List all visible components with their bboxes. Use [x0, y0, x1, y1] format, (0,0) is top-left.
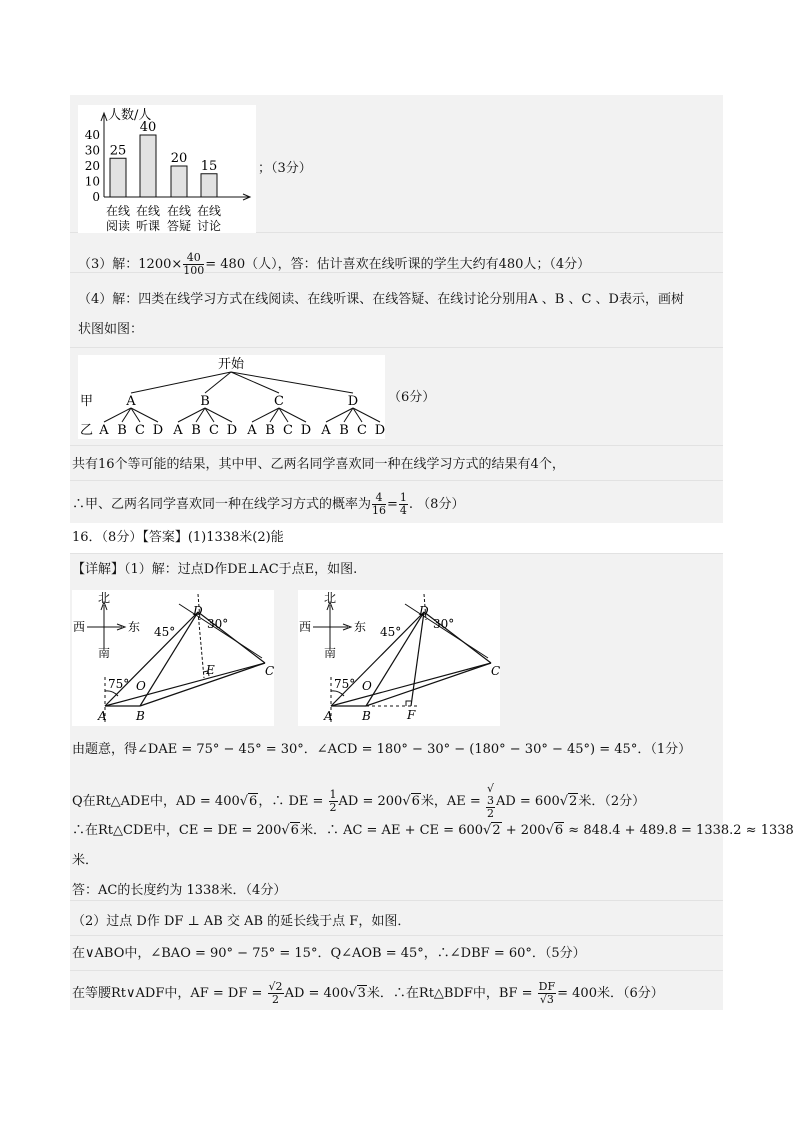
- label-B: B: [136, 709, 145, 723]
- label-O: O: [136, 679, 146, 693]
- tree-nodes: [98, 394, 385, 438]
- bar-value-label: 25: [109, 143, 127, 159]
- label-F: F: [407, 708, 416, 722]
- text: = 400米．（6分）: [557, 986, 664, 1001]
- fraction-4-16: [372, 492, 386, 517]
- category-label-line2: 答疑: [166, 219, 192, 233]
- label-B: B: [362, 709, 371, 723]
- frac-den: 2: [272, 993, 280, 1006]
- fraction: [268, 981, 284, 1006]
- row-divider: [70, 445, 723, 446]
- right-angle-mark: [406, 701, 411, 706]
- solution-line6: （2）过点 D作 DF ⊥ AB 交 AB 的延长线于点 F，如图．: [72, 914, 411, 929]
- solution-line1: 由题意，得∠DAE = 75° − 45° = 30°．∠ACD = 180° − 30° − (180° − 30° − 45°) = 45°．（1分）: [72, 742, 692, 757]
- q3-rest: = 480（人），答：估计喜欢在线听课的学生大约有480人；（4分）: [205, 257, 591, 272]
- row-divider: [70, 553, 723, 554]
- tree-node-level1: C: [274, 394, 284, 409]
- q4-result-line2: [72, 492, 464, 517]
- frac-num: DF: [538, 980, 556, 993]
- tree-score: （6分）: [388, 390, 436, 405]
- row-divider: [70, 347, 723, 348]
- frac-den: 2: [486, 807, 494, 820]
- tree-node-level2: B: [265, 423, 275, 438]
- tree-svg: [78, 355, 385, 439]
- branch-line: [231, 372, 353, 393]
- fraction-1-4: [399, 492, 408, 517]
- y-tick-label: 40: [84, 128, 100, 142]
- angle-45-label: 45°: [154, 625, 176, 639]
- text: 米．（2分）: [578, 794, 646, 809]
- category-labels: [106, 203, 221, 233]
- tree-node-level2: C: [283, 423, 293, 438]
- part1-score: ；（3分）: [258, 161, 312, 176]
- frac-num: 3: [486, 794, 494, 807]
- text: AD = 200: [338, 794, 403, 809]
- frac-num: 40: [183, 252, 204, 265]
- bar-value-label: 15: [200, 158, 218, 174]
- solution-line2: Q在Rt△ADE中，AD = 400√6，∴ DE = $\frac{1}{2}$ AD = 200√6米，AE = √ 3 2 AD = 600√2米．（2分）: [72, 782, 646, 820]
- row-divider: [70, 935, 723, 936]
- q16-header: 16．（8分）【答案】(1)1338米(2)能: [72, 530, 284, 545]
- sqrt-arg: 3: [357, 986, 366, 1001]
- segment-BC: [140, 663, 265, 706]
- tree-node-level2: C: [209, 423, 219, 438]
- segment-DE: [198, 612, 204, 678]
- row-divider: [70, 480, 723, 481]
- frac-den: 2: [329, 801, 337, 814]
- tree-level1-label: 甲: [80, 394, 94, 409]
- tree-node-level2: A: [173, 423, 183, 438]
- q16-detail: 【详解】（1）解：过点D作DE⊥AC于点E，如图.: [72, 562, 358, 577]
- category-label-line1: 在线: [105, 204, 131, 218]
- bar: [140, 135, 156, 197]
- label-O: O: [362, 679, 372, 693]
- solution-line5: 答：AC的长度约为 1338米．（4分）: [72, 883, 287, 898]
- frac-num: 4: [372, 492, 386, 505]
- extension-line: [179, 604, 262, 658]
- sqrt-arg: 2: [569, 794, 578, 809]
- solution-line8: 在等腰Rt∨ADF中，AF = DF = $\frac{√2}{2}$ AD = 400√3米．∴在Rt△BDF中，BF = $\frac{DF}{√3}$ = 400米．（6分）: [72, 980, 664, 1006]
- tree-node-level2: A: [321, 423, 331, 438]
- tree-branches: [104, 372, 380, 422]
- tree-level2-label: 乙: [80, 423, 94, 438]
- branch-line: [131, 372, 231, 393]
- category-label-line2: 阅读: [105, 219, 131, 233]
- q3-prefix: （3）解：1200×: [78, 257, 183, 272]
- geometry-figure-right: [298, 590, 500, 726]
- figure-right: [298, 590, 500, 726]
- tree-node-level2: D: [300, 423, 312, 438]
- row-divider: [70, 900, 723, 901]
- tree-node-level2: A: [247, 423, 257, 438]
- y-tick-label: 0: [92, 190, 100, 204]
- tree-diagram: [78, 355, 385, 439]
- category-label-line1: 在线: [135, 204, 161, 218]
- result-prefix: ∴甲、乙两名同学喜欢同一种在线学习方式的概率为: [72, 497, 372, 512]
- text: ≈ 848.4 + 489.8 = 1338.2 ≈ 1338: [564, 823, 794, 838]
- text: 米，AE =: [420, 794, 481, 809]
- tree-node-level2: C: [357, 423, 367, 438]
- fraction: √ 3 2: [486, 782, 494, 820]
- bar: [201, 174, 217, 197]
- label-north: 北: [98, 591, 111, 605]
- figure-left: [72, 590, 274, 726]
- angle-30-label: 30°: [433, 617, 455, 631]
- tree-node-level2: D: [152, 423, 164, 438]
- frac-num: 1: [329, 788, 337, 801]
- solution-line3: ∴在Rt△CDE中，CE = DE = 200√6米．∴ AC = AE + CE = 600√2 + 200√6 ≈ 848.4 + 489.8 = 1338.2 ≈ 1338: [72, 823, 794, 838]
- text: ，∴ DE =: [258, 794, 324, 809]
- bar-chart-figure: [78, 105, 256, 233]
- row-divider: [70, 970, 723, 971]
- tree-node-level2: A: [99, 423, 109, 438]
- frac-den: 16: [372, 504, 387, 517]
- y-tick-label: 30: [84, 143, 100, 158]
- sqrt-arg: 6: [411, 794, 420, 809]
- tree-root: 开始: [217, 357, 245, 372]
- y-tick-label: 20: [84, 159, 100, 173]
- text: ∴在Rt△CDE中，CE = DE = 200: [72, 823, 282, 838]
- tree-node-level2: B: [117, 423, 127, 438]
- frac-den: 100: [183, 264, 205, 277]
- text: AD = 600: [495, 794, 560, 809]
- sqrt-arg: 6: [290, 823, 299, 838]
- label-D: D: [193, 604, 203, 618]
- frac-den: √3: [539, 993, 554, 1006]
- solution-line4: 米．: [72, 853, 99, 868]
- label-west: 西: [73, 620, 86, 634]
- tree-node-level1: D: [347, 394, 359, 409]
- segment-AD: [105, 612, 198, 706]
- solution-line7: 在∨ABO中，∠BAO = 90° − 75° = 15°．Q∠AOB = 45°，∴∠DBF = 60°．（5分）: [72, 946, 586, 961]
- tree-node-level1: A: [126, 394, 136, 409]
- tree-node-level2: B: [191, 423, 201, 438]
- bar-value-label: 40: [139, 120, 157, 135]
- category-label-line2: 讨论: [196, 219, 222, 233]
- equals: =: [387, 497, 398, 512]
- tree-node-level2: C: [135, 423, 145, 438]
- y-tick-label: 10: [84, 174, 100, 189]
- label-C: C: [265, 664, 274, 678]
- branch-line: [231, 372, 279, 393]
- segment-BC: [366, 663, 491, 706]
- text: + 200: [501, 823, 546, 838]
- sqrt-arg: 6: [249, 794, 258, 809]
- angle-75-label: 75°: [334, 677, 356, 691]
- label-west: 西: [299, 620, 312, 634]
- q3-line: [78, 252, 590, 277]
- text: 米．∴ AC = AE + CE = 600: [299, 823, 484, 838]
- bar: [110, 158, 126, 197]
- category-label-line1: 在线: [166, 204, 192, 218]
- extension-line: [405, 604, 488, 658]
- angle-45-label: 45°: [380, 625, 402, 639]
- label-E: E: [206, 663, 215, 677]
- geometry-figure-left: [72, 590, 274, 726]
- sqrt-arg: 2: [492, 823, 501, 838]
- answer-sheet: [70, 95, 794, 1010]
- frac-num: √2: [268, 980, 283, 993]
- text: Q在Rt△ADE中，AD = 400: [72, 794, 240, 809]
- q4-result-line1: 共有16个等可能的结果，其中甲、乙两名同学喜欢同一种在线学习方式的结果有4个，: [72, 457, 565, 472]
- q4-line1: （4）解：四类在线学习方式在线阅读、在线听课、在线答疑、在线讨论分别用A 、B 、C 、D表示，画树: [78, 292, 684, 307]
- segment-DF: [411, 612, 424, 706]
- q3-fraction: [183, 252, 204, 277]
- label-north: 北: [324, 591, 337, 605]
- text: 米．∴在Rt△BDF中，BF =: [366, 986, 533, 1001]
- label-A: A: [324, 709, 333, 723]
- tree-node-level2: B: [339, 423, 349, 438]
- text: 在等腰Rt∨ADF中，AF = DF =: [72, 986, 263, 1001]
- result-suffix: . （8分）: [408, 497, 465, 512]
- label-south: 南: [324, 646, 337, 660]
- label-east: 东: [354, 620, 367, 634]
- tree-node-level2: D: [374, 423, 385, 438]
- bar-chart: [78, 105, 256, 233]
- tree-node-level1: B: [200, 394, 210, 409]
- tree-node-level2: D: [226, 423, 238, 438]
- angle-30-label: 30°: [207, 617, 229, 631]
- label-D: D: [419, 604, 429, 618]
- sqrt-arg: 6: [554, 823, 564, 838]
- frac-den: 4: [399, 504, 407, 517]
- fraction: [538, 981, 556, 1006]
- bar-value-label: 20: [170, 151, 188, 166]
- label-south: 南: [98, 646, 111, 660]
- label-A: A: [98, 709, 107, 723]
- label-C: C: [491, 664, 500, 678]
- q4-line2: 状图如图：: [78, 322, 144, 337]
- text: AD = 400: [284, 986, 349, 1001]
- fraction: [329, 789, 338, 814]
- bar: [171, 166, 187, 197]
- label-east: 东: [128, 620, 141, 634]
- frac-num: 1: [399, 491, 407, 504]
- category-label-line1: 在线: [196, 204, 222, 218]
- category-label-line2: 听课: [135, 219, 161, 233]
- y-tick-labels: [85, 128, 100, 204]
- y-axis-label: 人数/人: [108, 108, 152, 123]
- angle-75-label: 75°: [108, 677, 130, 691]
- segment-AD: [331, 612, 424, 706]
